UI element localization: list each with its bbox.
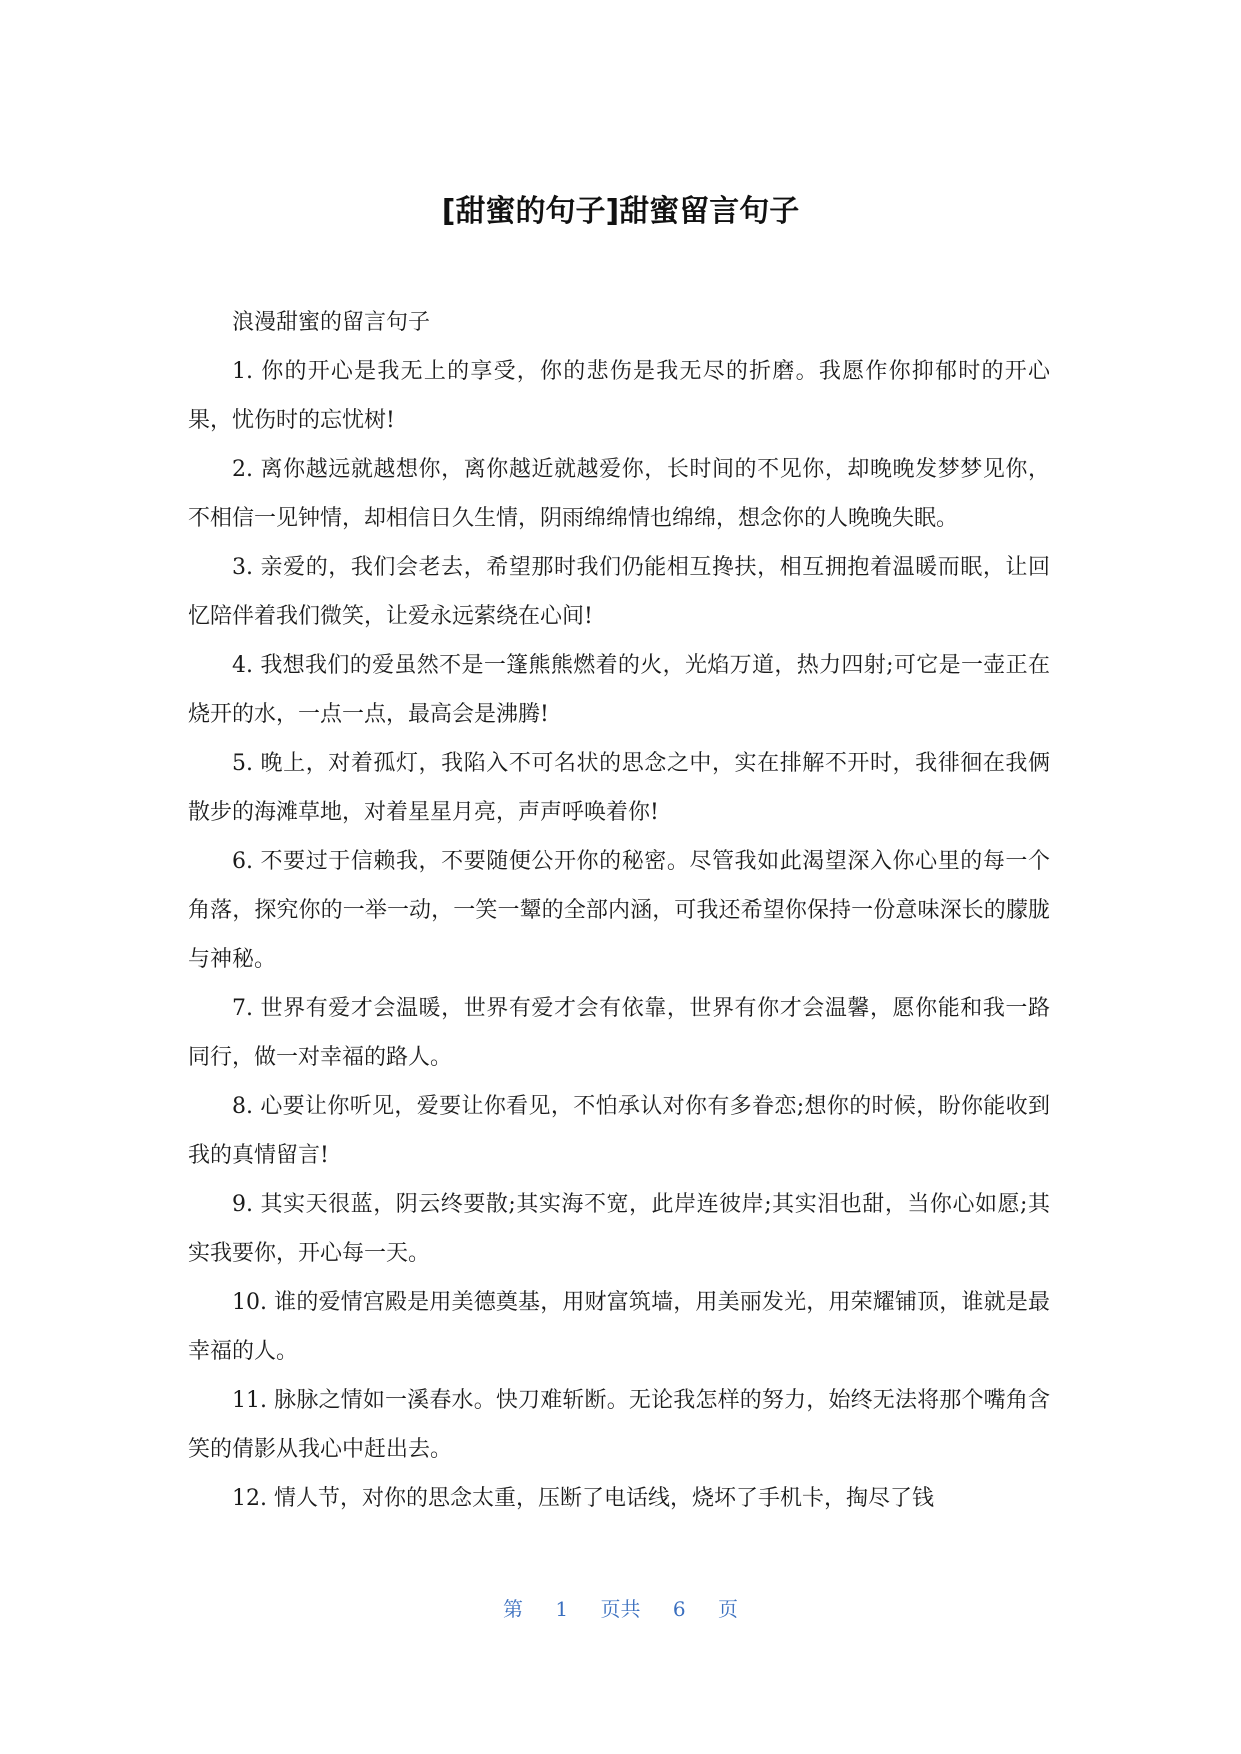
list-item: 2. 离你越远就越想你，离你越近就越爱你，长时间的不见你，却晚晚发梦梦见你，不相信一见钟情，却相信日久生情，阴雨绵绵情也绵绵，想念你的人晚晚失眠。 <box>188 457 1050 531</box>
list-item: 4. 我想我们的爱虽然不是一篷熊熊燃着的火，光焰万道，热力四射;可它是一壶正在烧开的水，一点一点，最高会是沸腾! <box>188 653 1050 727</box>
document-body <box>188 298 1050 1523</box>
page-footer <box>0 1594 1241 1624</box>
footer-current-page: 1 <box>555 1597 569 1621</box>
document-title: [甜蜜的句子]甜蜜留言句子 <box>441 194 800 229</box>
footer-label-end: 页 <box>717 1597 738 1621</box>
footer-total-pages: 6 <box>672 1597 686 1621</box>
list-item: 8. 心要让你听见，爱要让你看见，不怕承认对你有多眷恋;想你的时候，盼你能收到我的真情留言! <box>188 1094 1050 1168</box>
list-item: 5. 晚上，对着孤灯，我陷入不可名状的思念之中，实在排解不开时，我徘徊在我俩散步的海滩草地，对着星星月亮，声声呼唤着你! <box>188 751 1050 825</box>
subheading: 浪漫甜蜜的留言句子 <box>232 310 431 335</box>
list-item: 11. 脉脉之情如一溪春水。快刀难斩断。无论我怎样的努力，始终无法将那个嘴角含笑的倩影从我心中赶出去。 <box>188 1388 1050 1462</box>
list-item: 12. 情人节，对你的思念太重，压断了电话线，烧坏了手机卡，掏尽了钱 <box>232 1486 934 1511</box>
footer-label-page: 第 <box>503 1597 524 1621</box>
list-item: 1. 你的开心是我无上的享受，你的悲伤是我无尽的折磨。我愿作你抑郁时的开心果，忧伤时的忘忧树! <box>188 359 1050 433</box>
list-item: 6. 不要过于信赖我，不要随便公开你的秘密。尽管我如此渴望深入你心里的每一个角落，探究你的一举一动，一笑一颦的全部内涵，可我还希望你保持一份意味深长的朦胧与神秘。 <box>188 849 1050 972</box>
list-item: 3. 亲爱的，我们会老去，希望那时我们仍能相互搀扶，相互拥抱着温暖而眠，让回忆陪伴着我们微笑，让爱永远萦绕在心间! <box>188 555 1050 629</box>
list-item: 10. 谁的爱情宫殿是用美德奠基，用财富筑墙，用美丽发光，用荣耀铺顶，谁就是最幸福的人。 <box>188 1290 1050 1364</box>
footer-label-of: 页共 <box>600 1597 641 1621</box>
list-item: 9. 其实天很蓝，阴云终要散;其实海不宽，此岸连彼岸;其实泪也甜，当你心如愿;其实我要你，开心每一天。 <box>188 1192 1050 1266</box>
list-item: 7. 世界有爱才会温暖，世界有爱才会有依靠，世界有你才会温馨，愿你能和我一路同行，做一对幸福的路人。 <box>188 996 1050 1070</box>
